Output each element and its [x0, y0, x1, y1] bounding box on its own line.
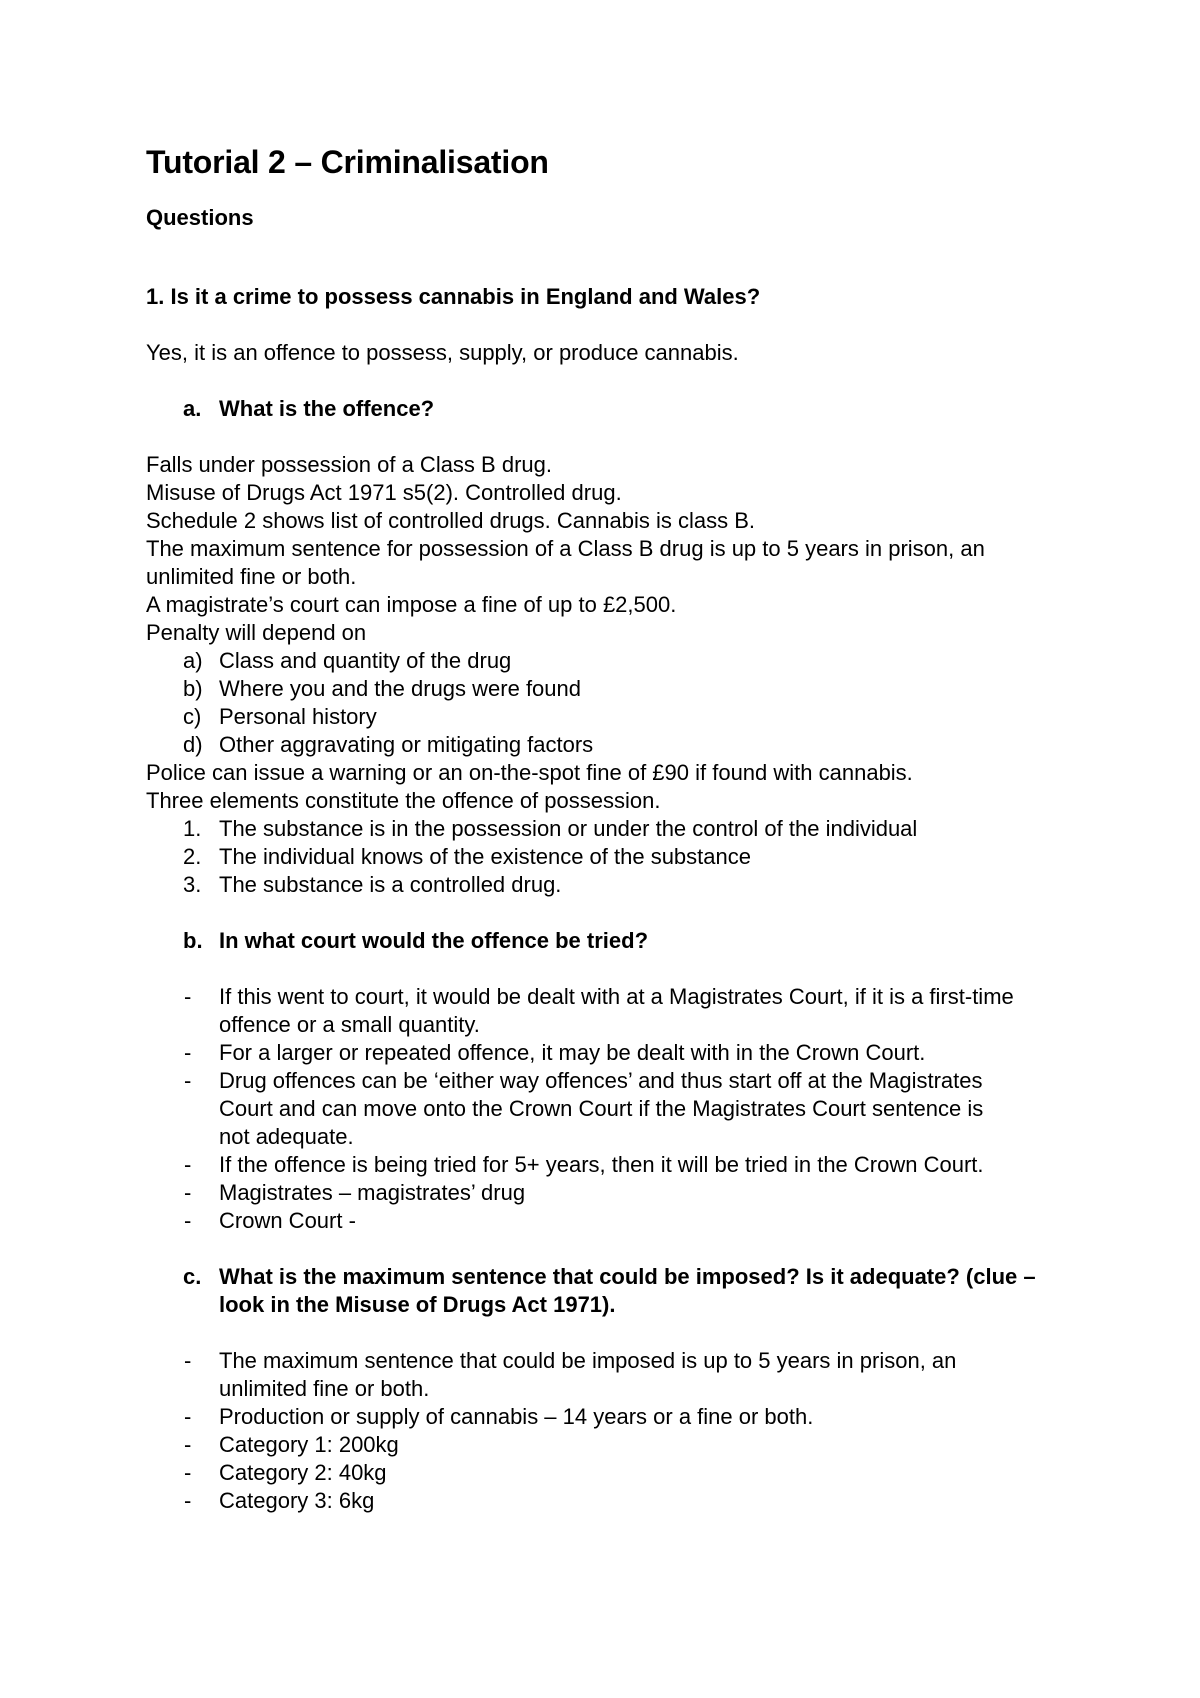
list-item: [146, 1347, 1076, 1403]
list-item-text: Crown Court -: [219, 1208, 356, 1233]
answer-a-block: [146, 451, 1076, 899]
answer-line: The maximum sentence for possession of a Class B drug is up to 5 years in prison, an unlimited fine or both.: [146, 536, 985, 589]
list-item: [146, 1207, 1076, 1235]
list-item: [146, 843, 1076, 871]
list-item-text: Category 1: 200kg: [219, 1432, 399, 1457]
answer-line: Penalty will depend on: [146, 620, 367, 645]
list-item: [146, 1459, 1076, 1487]
list-item-text: Category 3: 6kg: [219, 1488, 375, 1513]
list-item-text: If this went to court, it would be dealt with at a Magistrates Court, if it is a first-time offence or a small quantity.: [219, 984, 1014, 1037]
answer-line: Schedule 2 shows list of controlled drugs. Cannabis is class B.: [146, 508, 755, 533]
list-item-text: Drug offences can be ‘either way offences’ and thus start off at the Magistrates Court and can move onto the Crown Court if the Magistrates Court sentence is not adequate.: [219, 1068, 984, 1149]
answer-line: Falls under possession of a Class B drug.: [146, 452, 552, 477]
list-marker: -: [184, 1040, 192, 1065]
list-item: [146, 1487, 1076, 1515]
answer-line: Police can issue a warning or an on-the-spot fine of £90 if found with cannabis.: [146, 760, 913, 785]
list-item: [146, 1431, 1076, 1459]
list-item: [146, 1039, 1076, 1067]
sentence-bullets-list: [146, 1347, 1076, 1515]
answer-line: Misuse of Drugs Act 1971 s5(2). Controlled drug.: [146, 480, 622, 505]
list-item-text: Production or supply of cannabis – 14 years or a fine or both.: [219, 1404, 814, 1429]
list-item-text: Personal history: [219, 704, 377, 729]
list-marker: c): [183, 704, 202, 729]
list-item: [146, 983, 1076, 1039]
list-item-text: The substance is in the possession or under the control of the individual: [219, 816, 918, 841]
sub-question-text: What is the offence?: [219, 396, 435, 421]
list-marker: d): [183, 732, 203, 757]
list-marker: 2.: [183, 844, 202, 869]
sub-question-marker: c.: [183, 1264, 202, 1289]
sub-question-text: In what court would the offence be tried?: [219, 928, 649, 953]
list-item-text: The maximum sentence that could be imposed is up to 5 years in prison, an unlimited fine or both.: [219, 1348, 957, 1401]
list-item-text: If the offence is being tried for 5+ years, then it will be tried in the Crown Court.: [219, 1152, 984, 1177]
list-marker: a): [183, 648, 203, 673]
list-item: [146, 703, 1076, 731]
list-item: [146, 1067, 1076, 1151]
list-item-text: Where you and the drugs were found: [219, 676, 582, 701]
list-item: [146, 871, 1076, 899]
list-item-text: Category 2: 40kg: [219, 1460, 387, 1485]
list-marker: -: [184, 1180, 192, 1205]
list-marker: -: [184, 1068, 192, 1093]
list-marker: -: [184, 1432, 192, 1457]
list-marker: -: [184, 1460, 192, 1485]
list-marker: b): [183, 676, 203, 701]
sub-question-a: [146, 395, 1076, 423]
list-item: [146, 1179, 1076, 1207]
list-item: [146, 1151, 1076, 1179]
penalty-factors-list: [146, 647, 1076, 759]
sub-question-marker: a.: [183, 396, 202, 421]
list-marker: 1.: [183, 816, 202, 841]
list-item: [146, 1403, 1076, 1431]
document-title: Tutorial 2 – Criminalisation: [146, 144, 549, 180]
list-item-text: Class and quantity of the drug: [219, 648, 512, 673]
answer-line: A magistrate’s court can impose a fine of up to £2,500.: [146, 592, 677, 617]
list-marker: -: [184, 1152, 192, 1177]
list-item: [146, 647, 1076, 675]
list-item-text: The individual knows of the existence of the substance: [219, 844, 751, 869]
list-marker: 3.: [183, 872, 202, 897]
document-page: [146, 140, 1076, 1515]
court-bullets-list: [146, 983, 1076, 1235]
sub-question-text: What is the maximum sentence that could be imposed? Is it adequate? (clue – look in the Misuse of Drugs Act 1971).: [219, 1264, 1036, 1317]
sub-question-b: [146, 927, 1076, 955]
list-item-text: Magistrates – magistrates’ drug: [219, 1180, 526, 1205]
answer-line: Three elements constitute the offence of possession.: [146, 788, 661, 813]
list-marker: -: [184, 1348, 192, 1373]
answer-1: Yes, it is an offence to possess, supply, or produce cannabis.: [146, 340, 739, 365]
list-marker: -: [184, 1404, 192, 1429]
list-item: [146, 731, 1076, 759]
list-marker: -: [184, 984, 192, 1009]
sub-question-c: [146, 1263, 1076, 1319]
list-item: [146, 815, 1076, 843]
list-item-text: The substance is a controlled drug.: [219, 872, 562, 897]
possession-elements-list: [146, 815, 1076, 899]
list-item: [146, 675, 1076, 703]
list-item-text: Other aggravating or mitigating factors: [219, 732, 594, 757]
list-marker: -: [184, 1208, 192, 1233]
sub-question-marker: b.: [183, 928, 203, 953]
section-heading-questions: Questions: [146, 205, 254, 230]
list-item-text: For a larger or repeated offence, it may be dealt with in the Crown Court.: [219, 1040, 926, 1065]
question-1: 1. Is it a crime to possess cannabis in England and Wales?: [146, 284, 761, 309]
list-marker: -: [184, 1488, 192, 1513]
